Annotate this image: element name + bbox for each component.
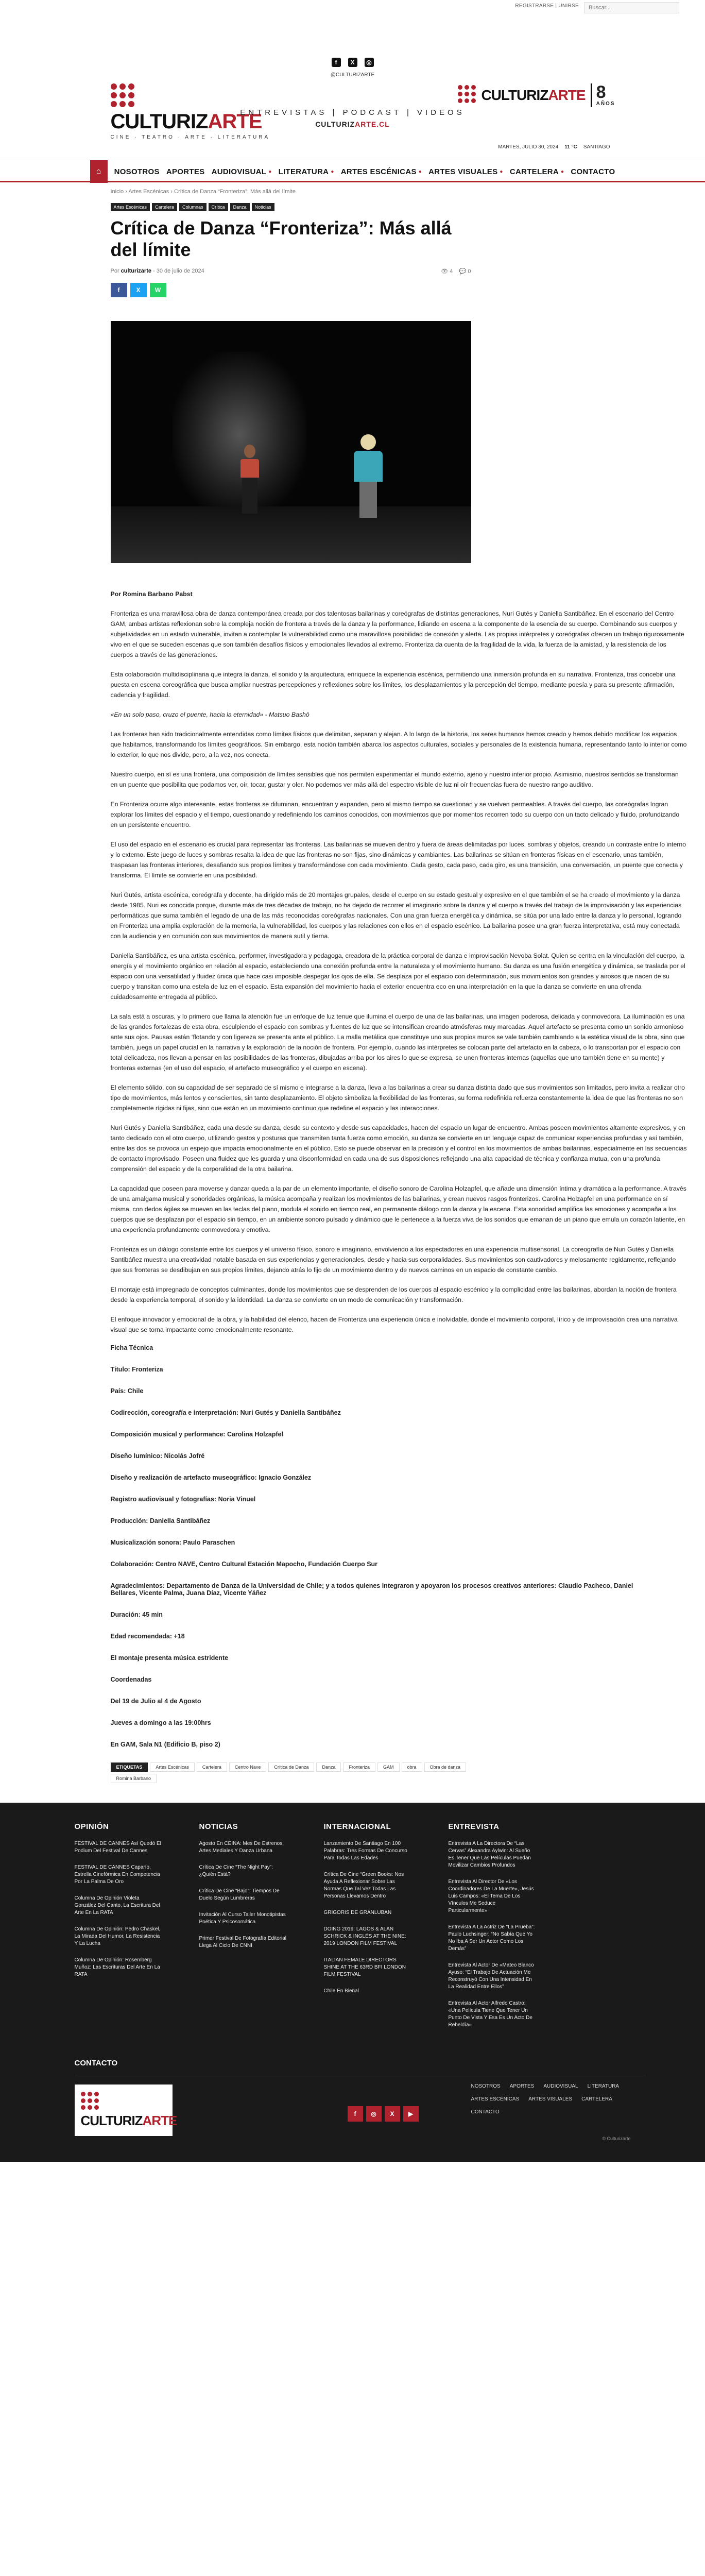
article-paragraph: Fronteriza es un diálogo constante entre los cuerpos y el universo físico, sonoro e imaginario, envolviendo a los espectadores en una experiencia multisensorial. La coreografía de Nuri Gutés y Daniella Santibáñez muestra una creatividad notable basada en sus experiencias y generacionales, desde y hacia sus corporalidades. Sus movimientos son cautivadores y melosamente regidamente, reflejando que sus fronteras se desdibujan en sus propios límites, dejando atrás lo fijo de un movimiento dentro y de nuevos caminos en un espacio de constante cambio.: [110, 1246, 676, 1274]
nav-item-aportes[interactable]: [166, 167, 205, 176]
views-count: 4: [450, 268, 453, 275]
nav-item-label: ARTES VISUALES: [428, 167, 498, 176]
footer-nav-link[interactable]: ARTES ESCÉNICAS: [471, 2096, 520, 2102]
footer-article-link[interactable]: Columna De Opinión Violeta González Del Canto, La Escritura Del Arte En La RATA: [74, 1895, 160, 1916]
home-icon[interactable]: ⌂: [90, 160, 108, 183]
article-paragraph: El montaje está impregnado de conceptos culminantes, donde los movimientos que se desprenden de los cuerpos al espacio escénico y la complicidad entre las bailarinas, abordan la noción de frontera desde la experiencia temporal, el sonido y la identidad. La danza se convierte en un modo de comunicación y transformación.: [110, 1286, 677, 1303]
nav-item-nosotros[interactable]: [114, 167, 160, 176]
footer-article-link[interactable]: Crítica De Cine “Green Books: Nos Ayuda A Reflexionar Sobre Las Normas Que Tal Vez Todas Las Personas Llevamos Dentro: [323, 1872, 404, 1899]
footer-article-link[interactable]: ITALIAN FEMALE DIRECTORS SHINE AT THE 63RD BFI LONDON FILM FESTIVAL: [323, 1957, 406, 1977]
facebook-icon[interactable]: f: [332, 58, 341, 67]
technical-sheet-line: Codirección, coreografía e interpretación: Nuri Gutés y Daniella Santibáñez: [110, 1409, 341, 1416]
nav-item-label: NOSOTROS: [114, 167, 160, 176]
author-link[interactable]: culturizarte: [121, 268, 151, 274]
footer-nav-link[interactable]: CARTELERA: [581, 2096, 612, 2102]
tag-link[interactable]: obra: [402, 1762, 422, 1772]
nav-dropdown-icon: ●: [561, 168, 564, 175]
nav-item-label: AUDIOVISUAL: [211, 167, 267, 176]
search-input[interactable]: [584, 2, 679, 13]
article-meta: Por culturizarte - 30 de julio de 2024 👁 4 💬 0: [110, 268, 471, 275]
nav-item-audiovisual[interactable]: [212, 167, 272, 176]
tag-link[interactable]: Fronteriza: [343, 1762, 375, 1772]
article-quote: «En un solo paso, cruzo el puente, hacia la eternidad» - Matsuo Bashō: [110, 711, 309, 718]
comments-icon[interactable]: 💬: [459, 268, 467, 275]
footer-nav-link[interactable]: LITERATURA: [587, 2083, 620, 2089]
views-icon: 👁: [441, 268, 449, 275]
share-buttons: [111, 283, 646, 297]
footer-column-opinión: [75, 1822, 183, 2038]
technical-sheet-line: Agradecimientos: Departamento de Danza de la Universidad de Chile; y a todos quienes integraron y apoyaron los procesos creativos anteriores: Claudio Pacheco, Daniel Bellares, Vicente Palma, Juana Díaz, Vicente Yáñez: [110, 1582, 633, 1597]
footer-nav-link[interactable]: APORTES: [509, 2083, 535, 2089]
current-date: MARTES, JULIO 30, 2024: [498, 144, 559, 150]
footer-article-link[interactable]: Entrevista A La Directora De “Las Cervas” Alexandra Aylwin: Al Sueño Es Tener Que Las Películas Puedan Movilizar Cambios Profundos: [448, 1841, 531, 1868]
article-paragraph: La sala está a oscuras, y lo primero que llama la atención fue un enfoque de luz tenue que ilumina el cuerpo de una de las bailarinas, una imagen poderosa, delicada y conmovedora. La iluminación es una de las grandes fortalezas de esta obra, esculpiendo el espacio con sombras y fuentes de luz que se intensifican creando atmósferas muy marcadas. Aquel artefacto se presenta como un sonido armonioso ante sus ojos. Pausas están ‘flotando y con ligereza se presenta ante el público. La malla metálica que constituye uno sus propios muros se vale también cambiando a la estética visual de la obra, sino que también, juega un papel crucial en la narrativa y la exploración de la noción de frontera. Por ejemplo, cuando las intérpretes se colocan parte del artefacto en la cabeza, o lo transportan por el espacio con total delicadeza, nos llevan a pensar en las posibilidades de las fronteras, dibujadas arriba por los aires lo que se expresa, se unen fronteras internas (aquellas que uno también tiene en su mente) y fronteras externas (en el uso del espacio, el artefacto museográfico y el cuerpo en escena).: [110, 1013, 685, 1072]
tag-link[interactable]: Obra de danza: [424, 1762, 467, 1772]
article-paragraph: Daniella Santibáñez, es una artista escénica, performer, investigadora y pedagoga, creadora de la práctica corporal de danza e improvisación Nevoba Solat. Quien se centra en la vinculación del cuerpo, la energía y el movimiento orgánico en relación al espacio, estableciendo una conexión profunda entre la naturaleza y el movimiento humano. Su danza es una fusión energética y dinámica, se traslada por el espacio con una versatilidad y fluidez única que hace casi imposible despegar los ojos de ella. Se desplaza por el espacio con determinación, sus movimientos son grandes y airosos que nacen de su cuerpo y transitan como una estela de luz en el espacio. Esta expansión del movimiento hacia el exterior encuentra eco en una interpretación en la que la danza se convierte en una ofrenda cuidadosamente entregada al público.: [110, 952, 685, 1001]
category-tags: [111, 203, 646, 211]
footer-column-internacional: [324, 1822, 432, 2038]
share-facebook-button[interactable]: f: [111, 283, 127, 297]
facebook-icon[interactable]: f: [348, 2106, 363, 2122]
article-paragraph: En Fronteriza ocurre algo interesante, estas fronteras se difuminan, encuentran y expanden, pero al mismo tiempo se cuestionan y se vuelven permeables. A través del cuerpo, las coreógrafas logran explorar los límites del espacio y el tiempo, cuestionando y redefiniendo los caminos conocidos, con movimientos que por momentos recorren todo su cuerpo con un tacto delicado y fluido, profundizando en un persistente encuentro.: [110, 801, 680, 828]
tag-link[interactable]: Danza: [316, 1762, 341, 1772]
technical-sheet-line: Composición musical y performance: Carolina Holzapfel: [110, 1431, 283, 1438]
footer-article-link[interactable]: Chile En Bienal: [323, 1988, 359, 1994]
nav-item-label: CARTELERA: [509, 167, 559, 176]
contact-title: CONTACTO: [74, 2059, 118, 2067]
article-paragraph: El uso del espacio en el escenario es crucial para representar las fronteras. Las bailarinas se mueven dentro y fuera de áreas delimitadas por luces, sombras y objetos, creando un contraste entre lo interno y lo externo. Este juego de luces y sombras resalta la idea de que las fronteras no son fijas, sino dinámicas y cambiantes. Las bailarinas se sitúan en fronteras físicas en el escenario, unas también, traspasan las fronteras interiores, desafiando sus propios límites y transformándose con cada movimiento. Cada gesto, cada paso, cada giro, es una transición, una conversación, un puente que conecta y transforma. El límite se convierte en una posibilidad.: [110, 841, 686, 879]
footer-column-noticias: [199, 1822, 307, 2038]
footer-columns: [59, 1822, 646, 2038]
copyright: © Culturizarte: [602, 2136, 631, 2141]
nav-dropdown-icon: ●: [331, 168, 334, 175]
technical-sheet: [111, 1344, 646, 1748]
top-bar: [0, 0, 705, 21]
technical-sheet-line: País: Chile: [110, 1387, 144, 1395]
date-weather: [498, 144, 610, 150]
x-icon[interactable]: X: [385, 2106, 400, 2122]
dancer-right-figure: [353, 434, 384, 522]
technical-sheet-line: Colaboración: Centro NAVE, Centro Cultural Estación Mapocho, Fundación Cuerpo Sur: [110, 1561, 378, 1568]
nav-item-contacto[interactable]: [571, 167, 615, 176]
footer-article-link[interactable]: Entrevista A La Actriz De “La Prueba”: Paulo Luchsinger: “No Sabía Que Yo No Iba A Ser Un Actor Como Los Demás”: [448, 1924, 535, 1952]
stage-floor: [111, 506, 471, 563]
nav-item-label: APORTES: [166, 167, 205, 176]
author-prefix: Por: [110, 268, 119, 274]
technical-sheet-line: En GAM, Sala N1 (Edificio B, piso 2): [110, 1741, 220, 1748]
category-tag[interactable]: Columnas: [179, 203, 207, 211]
tag-link[interactable]: Centro Nave: [229, 1762, 267, 1772]
nav-dropdown-icon: ●: [418, 168, 422, 175]
nav-item-label: CONTACTO: [571, 167, 615, 176]
tag-link[interactable]: Crítica de Danza: [268, 1762, 314, 1772]
weather-temp: 11 °C: [564, 144, 577, 150]
social-handle: @CULTURIZARTE: [330, 72, 375, 78]
footer-column-title: INTERNACIONAL: [323, 1822, 391, 1831]
footer-column-entrevista: [449, 1822, 557, 2038]
site-footer: [0, 1803, 705, 2162]
nav-item-label: ARTES ESCÉNICAS: [340, 167, 417, 176]
article: [59, 189, 687, 1783]
technical-sheet-line: Ficha Técnica: [110, 1344, 153, 1351]
article-paragraph: El elemento sólido, con su capacidad de ser separado de sí mismo e integrarse a la danza, lleva a las bailarinas a crear su danza distinta dado que sus movimientos son limitados, pero invita a realizar otro tipo de movimientos, más lentos y conscientes, sin tanto desplazamiento. El objeto simboliza la flexibilidad de las fronteras, su forma redefinida refuerza constantemente la idea de que las fronteras no son completamente rígidas ni fijas, sino que están en un movimiento continuo que redefine el espacio y las interacciones.: [110, 1084, 685, 1112]
category-tag[interactable]: Danza: [230, 203, 250, 211]
technical-sheet-line: Registro audiovisual y fotografías: Noria Vinuel: [110, 1496, 256, 1503]
article-paragraph: Nuestro cuerpo, en sí es una frontera, una composición de límites sensibles que nos permiten experimentar el mundo externo, ajeno y nuestro interior propio. Asimismo, nuestros sentidos se transforman en un puente que posibilita que podamos ver, oír, tocar, gustar y oler. No podemos ver más allá del espectro visible de luz ni oír frecuencias fuera de nuestro rango auditivo.: [110, 771, 679, 788]
technical-sheet-line: Diseño lumínico: Nicolás Jofré: [110, 1452, 205, 1460]
footer-article-link[interactable]: Lanzamiento De Santiago En 100 Palabras: Tres Formas De Concurso Para Todas Las Edades: [323, 1841, 407, 1861]
article-paragraph: Esta colaboración multidisciplinaria que integra la danza, el sonido y la arquitectura, enriquece la experiencia escénica, permitiendo una inmersión profunda en su narrativa. Fronteriza, tras concebir una puesta en escena coreográfica que busca ampliar nuestras percepciones y reflexiones sobre los límites, los desplazamientos y la percepción del tiempo, mediante poesía y para su presente afirmación, cadencia y fragilidad.: [110, 671, 676, 699]
footer-nav-link[interactable]: CONTACTO: [471, 2109, 500, 2115]
footer-article-link[interactable]: GRIGORIS DE GRANLUBAN: [323, 1910, 392, 1916]
tag-link[interactable]: Cartelera: [197, 1762, 227, 1772]
main-nav: [0, 160, 705, 182]
share-whatsapp-button[interactable]: W: [150, 283, 166, 297]
footer-article-link[interactable]: Columna De Opinión: Rosemberg Muñoz: Las Escrituras Del Arte En La RATA: [74, 1957, 160, 1977]
technical-sheet-line: Producción: Daniella Santibáñez: [110, 1517, 211, 1524]
footer-article-link[interactable]: Entrevista Al Actor De «Mateo Blanco Ayuso: “El Trabajo De Actuación Me Reconstruyó Con Una Intensidad En La Realidad Entre Ellos”: [448, 1962, 534, 1990]
technical-sheet-line: El montaje presenta música estridente: [110, 1654, 229, 1662]
logo-subtitle: CINE · TEATRO · ARTE · LITERATURA: [110, 134, 270, 140]
article-featured-image: [111, 321, 471, 563]
tagline-text: ENTREVISTAS | PODCAST | VIDEOS: [240, 108, 465, 117]
breadcrumb-current: Crítica de Danza “Fronteriza”: Más allá del límite: [174, 189, 296, 195]
article-paragraph: Fronteriza es una maravillosa obra de danza contemporánea creada por dos talentosas bailarinas y coreógrafas de distintas generaciones, Nuri Gutés y Daniella Santibáñez. En el escenario del Centro GAM, ambas artistas reflexionan sobre la compleja noción de frontera a través de la danza y la performance, lidiando en escena a la componente de la esencia de su cuerpo. Combinando sus cuerpos y subjetividades en un estado vulnerable, invitan a contemplar la vulnerabilidad como una maravillosa posibilidad de conexión y alerta. Las propias intérpretes y coreógrafas ofrecen un trabajo rigurosamente vivo en el que se suceden escenas que son también desafíos físicos y emocionales llevados al extremo. Fronteriza da cuenta de la fragilidad de la vida, la fuerza de la amistad, y la resistencia de los cuerpos a través de las generaciones.: [110, 610, 684, 658]
technical-sheet-line: Musicalización sonora: Paulo Paraschen: [110, 1539, 235, 1546]
review-byline: Por Romina Barbano Pabst: [110, 590, 193, 598]
footer-social: [348, 2106, 419, 2122]
category-tag[interactable]: Crítica: [209, 203, 228, 211]
logo-dots-icon: [458, 85, 476, 103]
technical-sheet-line: Edad recomendada: +18: [110, 1633, 185, 1640]
footer-column-title: NOTICIAS: [199, 1822, 238, 1831]
breadcrumb-category[interactable]: Artes Escénicas: [128, 189, 169, 195]
breadcrumb-home[interactable]: Inicio: [110, 189, 124, 195]
anniversary-years: 8 AÑOS: [591, 83, 615, 107]
nav-item-cartelera[interactable]: [510, 167, 564, 176]
footer-article-link[interactable]: Columna De Opinión: Pedro Chaskel, La Mirada Del Humor, La Resistencia Y La Lucha: [74, 1926, 161, 1946]
footer-nav-link[interactable]: NOSOTROS: [471, 2083, 501, 2089]
technical-sheet-line: Coordenadas: [110, 1676, 152, 1683]
footer-links: [471, 2083, 631, 2115]
article-paragraph: Las fronteras han sido tradicionalmente entendidas como límites físicos que delimitan, separan y alejan. A lo largo de la historia, los seres humanos hemos creado y hemos debido modificar los espacios que habitamos, transformando los límites geográficos. Sin embargo, esta noción también abarca los aspectos culturales, sociales y personales de la existencia humana, representando tanto lo interior como lo exterior, lo que nos divide, pero, a la vez, nos conecta.: [110, 731, 687, 758]
footer-article-link[interactable]: FESTIVAL DE CANNES Así Quedó El Podium Del Festival De Cannes: [74, 1841, 161, 1854]
instagram-icon[interactable]: ◎: [366, 2106, 382, 2122]
footer-article-link[interactable]: Crítica De Cine “The Night Pay”: ¿Quién Está?: [199, 1865, 273, 1877]
footer-article-link[interactable]: Invitación Al Curso Taller Monotipistas Poética Y Psicosomática: [199, 1912, 286, 1925]
anniversary-logo: [458, 83, 615, 107]
footer-article-link[interactable]: FESTIVAL DE CANNES Caparío, Estrella Cinefórmica En Competencia Por La Palma De Oro: [74, 1865, 160, 1885]
article-body: [111, 589, 687, 1335]
header-tagline: [240, 108, 465, 128]
technical-sheet-line: Duración: 45 min: [110, 1611, 163, 1618]
nav-item-literatura[interactable]: [279, 167, 334, 176]
site-url[interactable]: CULTURIZARTE.CL: [315, 120, 390, 128]
tag-link[interactable]: Romina Barbano: [111, 1774, 157, 1783]
nav-dropdown-icon: ●: [500, 168, 503, 175]
tags-label: ETIQUETAS: [111, 1762, 148, 1772]
share-x-button[interactable]: X: [130, 283, 147, 297]
logo-wordmark: CULTURIZARTE: [110, 110, 262, 133]
category-tag[interactable]: Noticias: [252, 203, 274, 211]
nav-item-label: LITERATURA: [278, 167, 329, 176]
header-social: [332, 58, 374, 67]
footer-logo[interactable]: [75, 2084, 177, 2136]
footer-article-link[interactable]: Agosto En CEINA: Mes De Estrenos, Artes Mediales Y Danza Urbana: [199, 1841, 284, 1854]
nav-dropdown-icon: ●: [268, 168, 272, 175]
nav-item-artes-esc-nicas[interactable]: [341, 167, 422, 176]
footer-article-link[interactable]: DOING 2019: LAGOS & ALAN SCHRICK & INGLÉS AT THE NINE: 2019 LONDON FILM FESTIVAL: [323, 1926, 406, 1946]
breadcrumb: Inicio › Artes Escénicas › Crítica de Danza “Fronteriza”: Más allá del límite: [110, 189, 296, 195]
weather-city: SANTIAGO: [583, 144, 610, 150]
category-tag[interactable]: Cartelera: [152, 203, 177, 211]
article-title: Crítica de Danza “Fronteriza”: Más allá del límite: [110, 217, 452, 260]
youtube-icon[interactable]: ▶: [403, 2106, 419, 2122]
footer-contact: [59, 2059, 646, 2141]
logo-dots-icon: [81, 2092, 166, 2110]
footer-article-link[interactable]: Primer Festival De Fotografía Editorial Llega Al Ciclo De CNNI: [199, 1936, 287, 1948]
footer-nav-link[interactable]: ARTES VISUALES: [528, 2096, 573, 2102]
footer-nav-link[interactable]: AUDIOVISUAL: [543, 2083, 578, 2089]
article-paragraph: La capacidad que poseen para moverse y danzar queda a la par de un elemento importante, el diseño sonoro de Carolina Holzapfel, que añade una dimensión íntima y dramática a la performance. A través de una amalgama musical y sonoridades orgánicas, la música acompaña y realizan los movimientos de las bailarinas, y crean nuevos rasgos fronterizos. Carolina Holzapfel en una performance en sí misma, con dedos ágiles se mueven en las teclas del piano, modula el sonido en tiempo real, en permanente diálogo con la danza y la escena. Esta sonoridad amplifica las emociones y acompaña a los cuerpos que se desplazan por el espacio sin tiempo, en un ambiente sonoro pulsado y dinámico que le pertenece a la fuerza viva de los sonidos que emanan de un piano que emula un corazón latiente, en una experiencia profundamente conmovedora y emotiva.: [110, 1185, 686, 1233]
technical-sheet-line: Del 19 de Julio al 4 de Agosto: [110, 1698, 201, 1705]
article-paragraph: Nuri Gutés y Daniella Santibáñez, cada una desde su danza, desde su contexto y desde sus capacidades, hacen del espacio un lugar de encuentro. Ambas poseen movimientos altamente expresivos, y en tanto dedicado con el otro cuerpo, utilizando gestos y posturas que transmiten tanta fuerza como emoción, su danza se convierte en un lenguaje capaz de comunicar experiencias profundas y así también, entre las dos se provoca un espejo que impacta emocionalmente en el público. Esto se puede observar en la precisión y el control en los movimientos de ambas bailarinas, especialmente en las secuencias de contacto improvisado. Poseen una fluidez que les guarda y una disconformidad en cada una de sus disposiciones reflejando una alta capacidad de técnica y confianza mutua, con una profunda comprensión del espacio y de la corporalidad de la otra bailarina.: [110, 1124, 687, 1173]
technical-sheet-line: Título: Fronteriza: [110, 1366, 163, 1373]
site-header: [59, 21, 646, 160]
category-tag[interactable]: Artes Escénicas: [111, 203, 150, 211]
tag-link[interactable]: GAM: [377, 1762, 400, 1772]
dancer-left-figure: [239, 445, 260, 517]
technical-sheet-line: Diseño y realización de artefacto museográfico: Ignacio González: [110, 1474, 312, 1481]
comments-count[interactable]: 0: [468, 268, 471, 275]
logo-dots-icon: [111, 83, 270, 107]
tag-link[interactable]: Artes Escénicas: [150, 1762, 195, 1772]
publish-date: 30 de julio de 2024: [156, 268, 204, 274]
article-tags: [111, 1762, 502, 1783]
footer-article-link[interactable]: Entrevista Al Director De «Los Coordinadores De La Muerte», Jesús Luis Campos: «El Tema De Los Vínculos Me Seduce Particularmente»: [448, 1879, 534, 1913]
footer-article-link[interactable]: Crítica De Cine “Bajo”: Tiempos De Duelo Según Lumbreras: [199, 1888, 280, 1901]
article-paragraph: El enfoque innovador y emocional de la obra, y la habilidad del elenco, hacen de Fronteriza una experiencia única e inolvidable, donde el movimiento corporal, lírico y de improvisación crea una narrativa visual que se torna impactante como emocionalmente resonante.: [110, 1316, 678, 1333]
technical-sheet-line: Jueves a domingo a las 19:00hrs: [110, 1719, 211, 1726]
nav-item-artes-visuales[interactable]: [428, 167, 503, 176]
footer-column-title: OPINIÓN: [74, 1822, 109, 1831]
anniversary-wordmark: CULTURIZARTE: [481, 87, 586, 103]
x-icon[interactable]: X: [348, 58, 357, 67]
article-paragraph: Nuri Gutés, artista escénica, coreógrafa y docente, ha dirigido más de 20 montajes grupales, desde el cuerpo en su estado gestual y expresivo en el que también el se ha creado el movimiento y la danza desde 1985. Nuri es conocida porque, durante más de tres décadas de trabajo, no ha dejado de recorrer el imaginario sobre la danza y el cuerpo a través del trabajo de la improvisación y las experiencias performáticas que suma también el legado de una de las más reconocidas coreógrafas nacionales. Con una gran fuerza energética y dinámica, se sitúa por una lado entre la danza y lo personal, logrando en Fronteriza una amplia exploración de la memoria, la vulnerabilidad, los cuerpos y las relaciones con ellos en el espacio escénico. La bailarina posee una gran fuerza interpretativa, está muy conectada con la audiencia y en comunión con sus movimientos de manera sutil y tierna.: [110, 891, 682, 940]
footer-article-link[interactable]: Entrevista Al Actor Alfredo Castro: «Una Película Tiene Que Tener Un Punto De Vista Y Esa Es Un Acto De Rebeldía»: [448, 2001, 532, 2028]
register-link[interactable]: REGISTRARSE | UNIRSE: [515, 3, 579, 9]
instagram-icon[interactable]: ◎: [365, 58, 374, 67]
footer-wordmark: CULTURIZARTE: [80, 2113, 177, 2128]
footer-column-title: ENTREVISTA: [448, 1822, 500, 1831]
